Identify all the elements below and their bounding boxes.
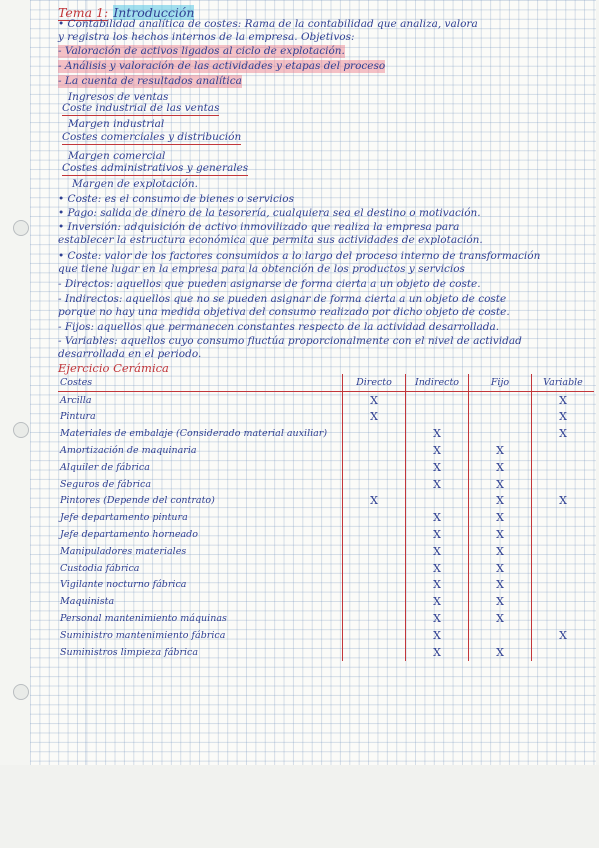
cost-indirecto-mark: X xyxy=(406,509,469,526)
cost-fijo-mark: X xyxy=(469,493,532,510)
cost-fijo-mark: X xyxy=(469,644,532,661)
cost-fijo-mark: X xyxy=(469,560,532,577)
cost-variable-mark: X xyxy=(532,627,595,644)
income-statement-row: Margen industrial xyxy=(68,118,165,130)
definition-text: • Inversión: adquisición de activo inmovilizado que realiza la empresa para xyxy=(58,221,460,233)
definition-text: - Directos: aquellos que pueden asignarse de forma cierta a un objeto de coste. xyxy=(58,278,481,290)
table-row xyxy=(58,610,594,627)
column-header-costes: Costes xyxy=(58,374,343,391)
cost-name-cell: Suministros limpieza fábrica xyxy=(60,646,199,658)
table-row xyxy=(58,593,594,610)
cost-variable-mark xyxy=(532,509,595,526)
definition-text: • Contabilidad analítica de costes: Rama de la contabilidad que analiza, valora xyxy=(58,18,478,30)
table-row xyxy=(58,644,594,661)
cost-name-cell: Amortización de maquinaria xyxy=(60,445,197,457)
cost-fijo-mark: X xyxy=(469,610,532,627)
cost-fijo-mark xyxy=(469,409,532,426)
cost-name-cell: Jefe departamento horneado xyxy=(60,529,198,541)
cost-directo-mark: X xyxy=(343,409,406,426)
costs-classification-table xyxy=(58,374,594,661)
cost-indirecto-mark: X xyxy=(406,577,469,594)
cost-directo-mark xyxy=(343,610,406,627)
topic-number: Tema 1: xyxy=(58,5,109,20)
cost-directo-mark xyxy=(343,509,406,526)
income-statement-row: Margen comercial xyxy=(68,150,166,162)
binder-hole xyxy=(13,422,29,438)
cost-indirecto-mark: X xyxy=(406,593,469,610)
cost-variable-mark: X xyxy=(532,391,595,408)
definition-text: porque no hay una medida objetiva del consumo realizado por dicho objeto de coste. xyxy=(58,306,510,318)
cost-variable-mark xyxy=(532,526,595,543)
cost-name-cell: Pintores (Depende del contrato) xyxy=(60,495,215,507)
definition-text: desarrollada en el periodo. xyxy=(58,348,202,360)
objective-item: - La cuenta de resultados analítica xyxy=(58,75,242,87)
cost-directo-mark: X xyxy=(343,493,406,510)
cost-fijo-mark: X xyxy=(469,543,532,560)
table-row xyxy=(58,526,594,543)
cost-variable-mark xyxy=(532,644,595,661)
column-header-indirecto: Indirecto xyxy=(406,374,469,391)
cost-directo-mark xyxy=(343,627,406,644)
cost-directo-mark xyxy=(343,560,406,577)
table-header-row xyxy=(58,374,594,391)
table-row xyxy=(58,409,594,426)
definition-text: - Variables: aquellos cuyo consumo fluctúa proporcionalmente con el nivel de actividad xyxy=(58,335,522,347)
cost-fijo-mark xyxy=(469,627,532,644)
cost-indirecto-mark xyxy=(406,409,469,426)
table-row xyxy=(58,543,594,560)
cost-name-cell: Suministro mantenimiento fábrica xyxy=(60,629,226,641)
definition-text: y registra los hechos internos de la empresa. Objetivos: xyxy=(58,31,355,43)
table-row xyxy=(58,560,594,577)
cost-fijo-mark: X xyxy=(469,459,532,476)
cost-indirecto-mark: X xyxy=(406,644,469,661)
table-row xyxy=(58,459,594,476)
cost-name-cell: Vigilante nocturno fábrica xyxy=(60,579,187,591)
cost-fijo-mark: X xyxy=(469,509,532,526)
cost-indirecto-mark: X xyxy=(406,476,469,493)
cost-name-cell: Personal mantenimiento máquinas xyxy=(60,613,227,625)
cost-indirecto-mark: X xyxy=(406,459,469,476)
table-row xyxy=(58,509,594,526)
cost-directo-mark xyxy=(343,593,406,610)
cost-name-cell: Custodia fábrica xyxy=(60,562,140,574)
cost-directo-mark xyxy=(343,526,406,543)
cost-indirecto-mark: X xyxy=(406,543,469,560)
cost-directo-mark xyxy=(343,644,406,661)
cost-indirecto-mark: X xyxy=(406,425,469,442)
definition-text: • Coste: valor de los factores consumidos a lo largo del proceso interno de transformación xyxy=(58,250,541,262)
cost-indirecto-mark: X xyxy=(406,442,469,459)
cost-directo-mark xyxy=(343,425,406,442)
cost-fijo-mark: X xyxy=(469,593,532,610)
definition-text: • Coste: es el consumo de bienes o servicios xyxy=(58,193,294,205)
cost-fijo-mark xyxy=(469,391,532,408)
table-row xyxy=(58,577,594,594)
cost-directo-mark xyxy=(343,577,406,594)
definition-text: • Pago: salida de dinero de la tesorería, cualquiera sea el destino o motivación. xyxy=(58,207,481,219)
table-row xyxy=(58,391,594,408)
cost-indirecto-mark: X xyxy=(406,526,469,543)
cost-variable-mark xyxy=(532,543,595,560)
cost-variable-mark: X xyxy=(532,425,595,442)
cost-indirecto-mark: X xyxy=(406,560,469,577)
column-header-fijo: Fijo xyxy=(469,374,532,391)
table-row xyxy=(58,627,594,644)
objective-item: - Valoración de activos ligados al ciclo de explotación. xyxy=(58,45,345,57)
cost-name-cell: Jefe departamento pintura xyxy=(60,512,188,524)
income-statement-row: Coste industrial de las ventas xyxy=(62,102,220,114)
cost-indirecto-mark xyxy=(406,493,469,510)
objective-item: - Análisis y valoración de las actividades y etapas del proceso xyxy=(58,60,386,72)
cost-name-cell: Materiales de embalaje (Considerado material auxiliar) xyxy=(60,428,328,440)
cost-variable-mark xyxy=(532,610,595,627)
column-header-variable: Variable xyxy=(532,374,595,391)
cost-name-cell: Pintura xyxy=(60,411,96,423)
page-bottom-blank xyxy=(0,765,599,848)
cost-variable-mark xyxy=(532,476,595,493)
cost-variable-mark: X xyxy=(532,409,595,426)
income-statement-row: Margen de explotación. xyxy=(72,178,199,190)
cost-name-cell: Seguros de fábrica xyxy=(60,478,152,490)
cost-directo-mark xyxy=(343,543,406,560)
definition-text: - Fijos: aquellos que permanecen constantes respecto de la actividad desarrollada. xyxy=(58,321,500,333)
income-statement-row: Costes comerciales y distribución xyxy=(62,131,242,143)
cost-indirecto-mark xyxy=(406,391,469,408)
cost-fijo-mark: X xyxy=(469,476,532,493)
cost-fijo-mark: X xyxy=(469,442,532,459)
topic-title: Introducción xyxy=(113,5,195,20)
cost-variable-mark xyxy=(532,560,595,577)
cost-directo-mark xyxy=(343,476,406,493)
definition-text: - Indirectos: aquellos que no se pueden asignar de forma cierta a un objeto de coste xyxy=(58,293,507,305)
cost-variable-mark xyxy=(532,442,595,459)
cost-directo-mark xyxy=(343,459,406,476)
cost-directo-mark: X xyxy=(343,391,406,408)
cost-variable-mark xyxy=(532,593,595,610)
binder-hole xyxy=(13,684,29,700)
cost-indirecto-mark: X xyxy=(406,627,469,644)
table-row xyxy=(58,425,594,442)
cost-directo-mark xyxy=(343,442,406,459)
income-statement-row: Costes administrativos y generales xyxy=(62,162,249,174)
cost-indirecto-mark: X xyxy=(406,610,469,627)
exercise-title: Ejercicio Cerámica xyxy=(58,361,169,375)
cost-name-cell: Maquinista xyxy=(60,596,115,608)
table-row xyxy=(58,476,594,493)
column-header-directo: Directo xyxy=(343,374,406,391)
cost-name-cell: Arcilla xyxy=(60,394,92,406)
table-row xyxy=(58,442,594,459)
cost-variable-mark xyxy=(532,577,595,594)
cost-variable-mark: X xyxy=(532,493,595,510)
definition-text: que tiene lugar en la empresa para la obtención de los productos y servicios xyxy=(58,263,465,275)
cost-name-cell: Manipuladores materiales xyxy=(60,545,187,557)
cost-name-cell: Alquiler de fábrica xyxy=(60,461,150,473)
definition-text: establecer la estructura económica que permita sus actividades de explotación. xyxy=(58,234,483,246)
binder-hole xyxy=(13,220,29,236)
cost-fijo-mark: X xyxy=(469,526,532,543)
cost-fijo-mark: X xyxy=(469,577,532,594)
income-statement-row: Ingresos de ventas xyxy=(68,91,169,103)
cost-fijo-mark xyxy=(469,425,532,442)
cost-variable-mark xyxy=(532,459,595,476)
table-row xyxy=(58,493,594,510)
